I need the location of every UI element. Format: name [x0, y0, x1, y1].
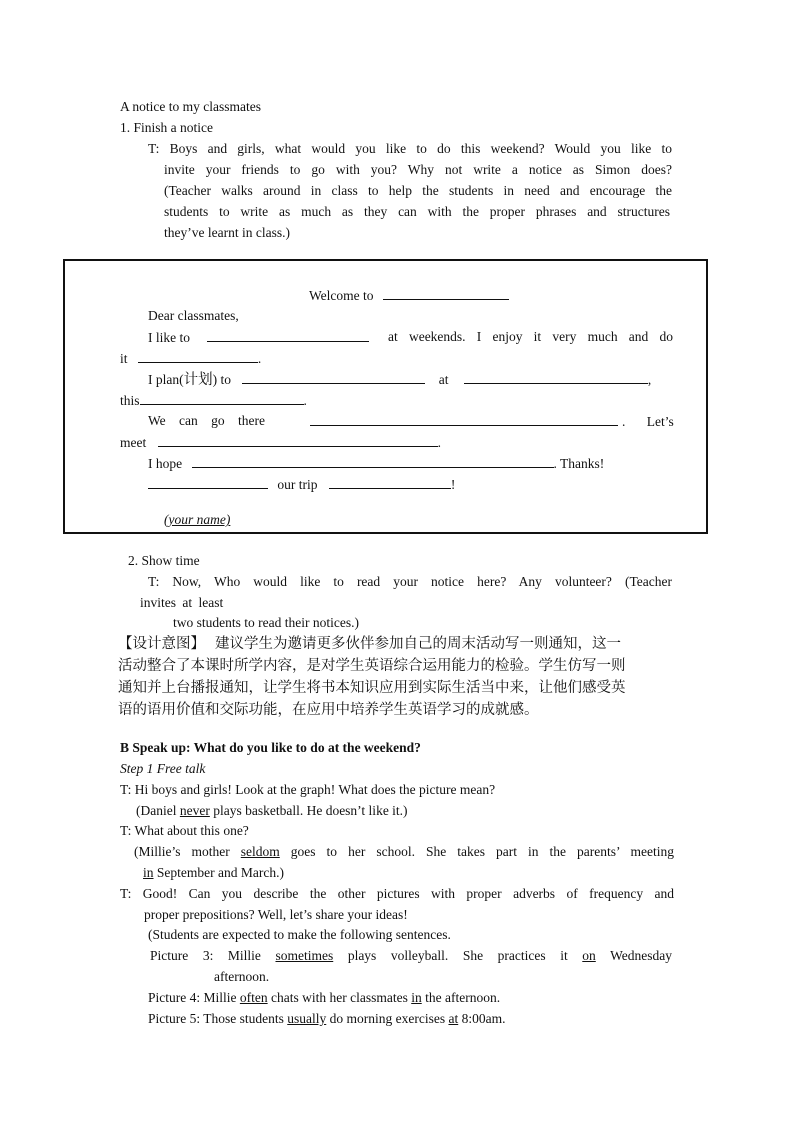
- notice-welcome: Welcome to: [309, 286, 509, 305]
- answer-seldom: seldom: [240, 844, 280, 859]
- blank-trip-before[interactable]: [148, 475, 268, 489]
- expected-line: (Students are expected to make the following sentences.: [148, 927, 451, 942]
- notice-dear: Dear classmates,: [148, 308, 239, 323]
- notice-like-end: at weekends. I enjoy it very much and do: [388, 329, 673, 344]
- notice-hope-line: I hope . Thanks!: [148, 456, 605, 471]
- teacher-line-2: invite your friends to go with you? Why not write a notice as Simon does?: [164, 162, 672, 177]
- show-time-title: 2. Show time: [128, 553, 200, 568]
- section-b-title: B Speak up: What do you like to do at the weekend?: [120, 740, 421, 755]
- notice-plan-line: I plan(计划) to at ,: [148, 372, 652, 388]
- notice-like-line: I like to: [148, 328, 369, 347]
- design-line-2: 活动整合了本课时所学内容，是对学生英语综合运用能力的检验。学生仿写一则: [118, 658, 626, 674]
- show-time-line-3: two students to read their notices.): [173, 615, 359, 630]
- picture-5-line: Picture 5: Those students usually do morning exercises at 8:00am.: [148, 1011, 506, 1026]
- blank-go[interactable]: [310, 412, 618, 426]
- answer-never: never: [179, 803, 210, 818]
- blank-welcome[interactable]: [383, 286, 509, 300]
- step-1-title: Step 1 Free talk: [120, 761, 206, 776]
- design-line-1: 【设计意图】 建议学生为邀请更多伙伴参加自己的周末活动写一则通知，这一: [118, 636, 621, 652]
- teacher-line-4: students to write as much as they can with the proper phrases and structures: [164, 204, 670, 219]
- t-line-1: T: Hi boys and girls! Look at the graph! What does the picture mean?: [120, 782, 496, 797]
- notice-it-line: it .: [120, 351, 262, 366]
- show-time-line-2: invites at least: [140, 595, 224, 610]
- teacher-line-1: T: Boys and girls, what would you like to do this weekend? Would you like to: [148, 141, 672, 156]
- blank-meet[interactable]: [158, 433, 438, 447]
- blank-like[interactable]: [207, 328, 369, 342]
- notice-go-line: We can go there: [148, 413, 265, 428]
- blank-hope[interactable]: [192, 454, 554, 468]
- show-time-line-1: T: Now, Who would like to read your notice here? Any volunteer? (Teacher: [148, 574, 672, 589]
- millie-line: (Millie’s mother seldom goes to her school. She takes part in the parents’ meeting: [134, 844, 674, 859]
- picture-3-line-2: afternoon.: [214, 969, 270, 984]
- picture-4-line: Picture 4: Millie often chats with her classmates in the afternoon.: [148, 990, 501, 1005]
- answer-usually: usually: [287, 1011, 327, 1026]
- blank-this[interactable]: [140, 391, 304, 405]
- t-line-3a: T: Good! Can you describe the other pictures with proper adverbs of frequency and: [120, 886, 674, 901]
- notice-go-blank: . Let’s: [310, 412, 674, 431]
- teacher-line-5: they’ve learnt in class.): [164, 225, 290, 240]
- answer-often: often: [239, 990, 268, 1005]
- blank-plan[interactable]: [242, 370, 425, 384]
- blank-at[interactable]: [464, 370, 648, 384]
- answer-in-september: in: [143, 865, 154, 880]
- millie-line-2: in September and March.): [143, 865, 284, 880]
- t-line-3b: proper prepositions? Well, let’s share your ideas!: [144, 907, 408, 922]
- answer-at: at: [448, 1011, 459, 1026]
- notice-signature: (your name): [164, 512, 231, 527]
- t-line-2: T: What about this one?: [120, 823, 249, 838]
- answer-in: in: [411, 990, 422, 1005]
- daniel-line: (Daniel never plays basketball. He doesn’t like it.): [136, 803, 408, 818]
- notice-this-line: this .: [120, 393, 307, 408]
- answer-sometimes: sometimes: [275, 948, 334, 963]
- item-finish-notice: 1. Finish a notice: [120, 120, 213, 135]
- design-line-4: 语的语用价值和交际功能，在应用中培养学生英语学习的成就感。: [118, 702, 539, 718]
- design-line-3: 通知并上台播报通知，让学生将书本知识应用到实际生活当中来，让他们感受英: [118, 680, 626, 696]
- answer-on: on: [582, 948, 596, 963]
- notice-meet-line: meet .: [120, 435, 441, 450]
- notice-trip-line: our trip !: [148, 475, 455, 494]
- picture-3-line: Picture 3: Millie sometimes plays volleyball. She practices it on Wednesday: [150, 948, 673, 963]
- section-a-title: A notice to my classmates: [120, 99, 261, 114]
- blank-it[interactable]: [138, 349, 258, 363]
- teacher-line-3: (Teacher walks around in class to help the students in need and encourage the: [164, 183, 672, 198]
- blank-trip-after[interactable]: [329, 475, 451, 489]
